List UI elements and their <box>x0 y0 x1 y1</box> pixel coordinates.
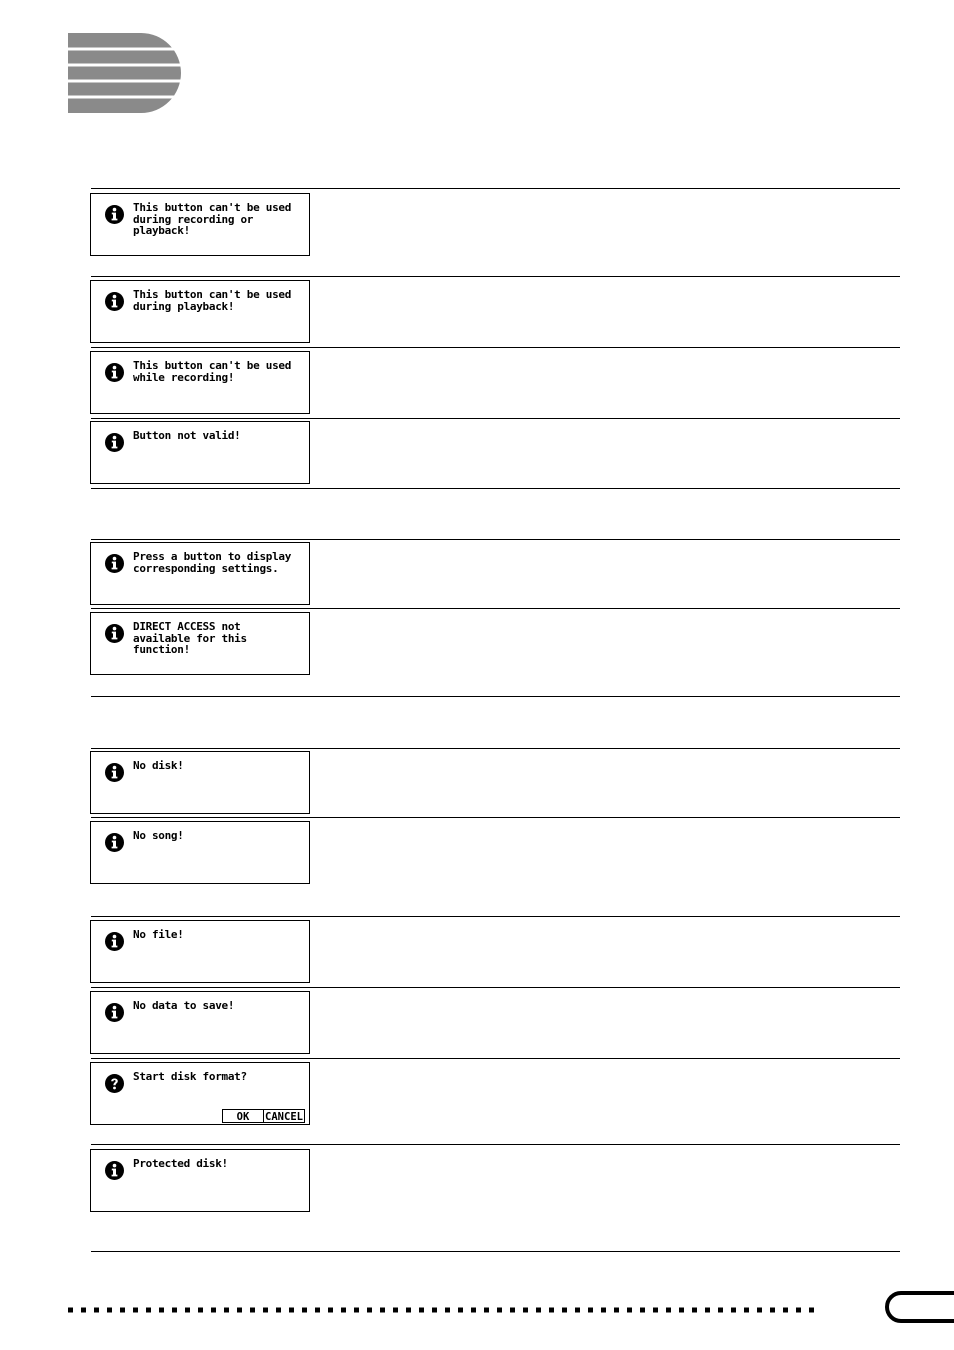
message-box <box>90 1149 310 1212</box>
message-text: DIRECT ACCESS not available for this function! <box>133 620 247 656</box>
message-text: This button can't be used during playback! <box>133 288 292 313</box>
chapter-logo <box>68 33 181 113</box>
info-icon <box>105 205 124 224</box>
info-icon <box>105 932 124 951</box>
confirm-dialog <box>90 1062 310 1125</box>
info-icon <box>105 1161 124 1180</box>
message-text: No file! <box>133 928 184 941</box>
message-text: No song! <box>133 829 184 842</box>
message-text: Protected disk! <box>133 1157 228 1170</box>
info-icon <box>105 292 124 311</box>
message-box <box>90 421 310 484</box>
message-text: Start disk format? <box>133 1070 247 1083</box>
info-icon <box>105 624 124 643</box>
message-text: This button can't be used while recording! <box>133 359 292 384</box>
divider <box>91 916 900 917</box>
page-number-tab <box>884 1291 954 1323</box>
info-icon <box>105 433 124 452</box>
message-text: Press a button to display corresponding settings. <box>133 550 292 575</box>
message-text: No data to save! <box>133 999 235 1012</box>
divider <box>91 347 900 348</box>
divider <box>91 817 900 818</box>
info-icon <box>105 363 124 382</box>
divider <box>91 488 900 489</box>
question-icon <box>105 1074 124 1093</box>
info-icon <box>105 833 124 852</box>
message-text: Button not valid! <box>133 429 241 442</box>
info-icon <box>105 554 124 573</box>
divider <box>91 276 900 277</box>
message-text: This button can't be used during recording or playback! <box>133 201 292 237</box>
divider <box>91 539 900 540</box>
divider <box>91 696 900 697</box>
message-box <box>90 542 310 605</box>
info-icon <box>105 763 124 782</box>
divider <box>91 1251 900 1252</box>
divider <box>91 1144 900 1145</box>
message-box <box>90 193 310 256</box>
divider <box>91 418 900 419</box>
message-box <box>90 612 310 675</box>
cancel-button[interactable]: CANCEL <box>263 1109 305 1123</box>
message-box <box>90 751 310 814</box>
message-box <box>90 280 310 343</box>
footer-dotted-line <box>68 1307 820 1313</box>
divider <box>91 1058 900 1059</box>
divider <box>91 608 900 609</box>
message-box <box>90 351 310 414</box>
divider <box>91 987 900 988</box>
divider <box>91 748 900 749</box>
message-box <box>90 821 310 884</box>
message-text: No disk! <box>133 759 184 772</box>
message-box <box>90 991 310 1054</box>
info-icon <box>105 1003 124 1022</box>
message-box <box>90 920 310 983</box>
divider <box>91 188 900 189</box>
ok-button[interactable]: OK <box>222 1109 264 1123</box>
